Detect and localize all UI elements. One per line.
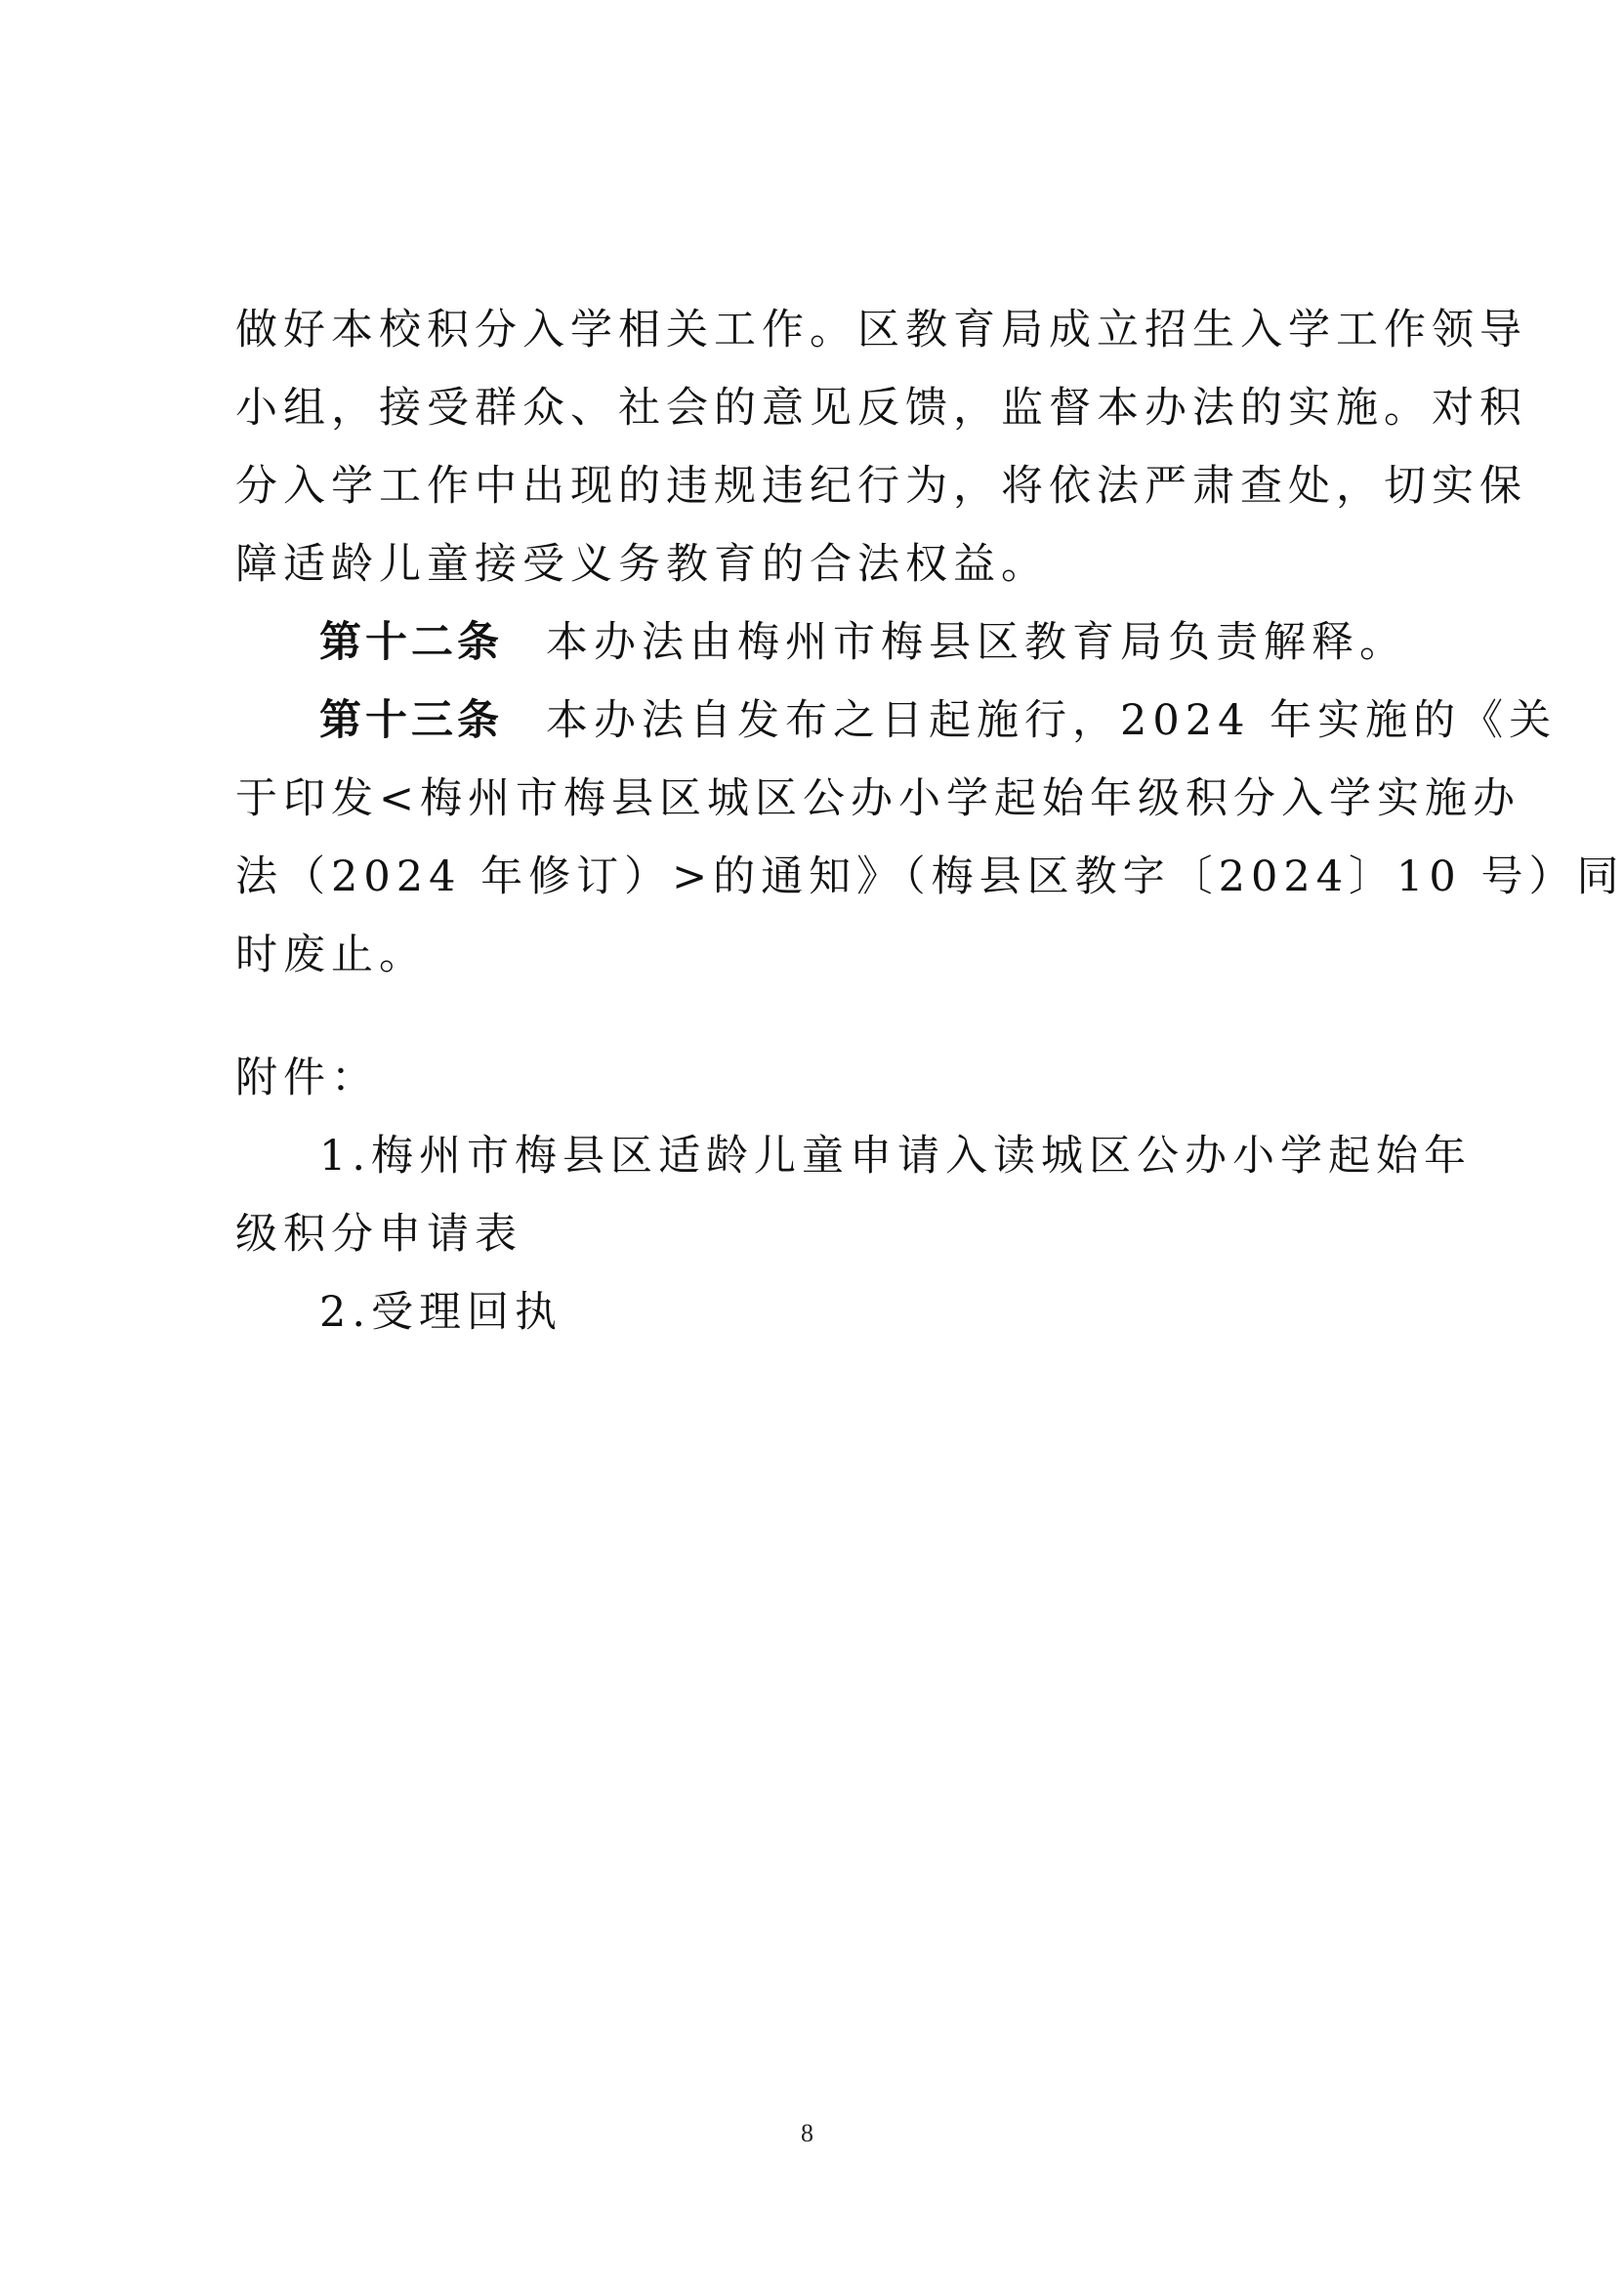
paragraph-continuation: [235, 291, 1527, 603]
attachments-label: 附件：: [235, 1054, 379, 1102]
article-12-heading: 第十二条: [319, 618, 503, 667]
article-13-heading: 第十三条: [319, 696, 503, 745]
text-line: 做好本校积分入学相关工作。区教育局成立招生入学工作领导: [235, 306, 1527, 354]
attachment-item-1: 1.梅州市梅县区适龄儿童申请入读城区公办小学起始年: [319, 1132, 1473, 1181]
text-line: [235, 682, 1558, 760]
text-line: 小组，接受群众、社会的意见反馈，监督本办法的实施。对积: [235, 384, 1527, 433]
attachments-section: [235, 1039, 1473, 1351]
text-line: 分入学工作中出现的违规违纪行为，将依法严肃查处，切实保: [235, 462, 1527, 511]
text-line: 时废止。: [235, 931, 427, 979]
page-number: 8: [801, 2119, 813, 2147]
attachment-item-2: 2.受理回执: [319, 1288, 563, 1337]
article-13: [235, 682, 1624, 994]
text-line: 法（2024 年修订）>的通知》（梅县区教字〔2024〕10 号）同: [235, 852, 1624, 901]
text-line: 障适龄儿童接受义务教育的合法权益。: [235, 540, 1049, 589]
article-13-text: 本办法自发布之日起施行，2024 年实施的《关: [546, 696, 1558, 745]
document-body: [235, 291, 1624, 1351]
spacer: [235, 994, 1409, 1039]
article-12-text: 本办法由梅州市梅县区教育局负责解释。: [546, 618, 1407, 667]
article-12: [235, 603, 1409, 682]
attachment-item-1-continued: 级积分申请表: [235, 1210, 522, 1259]
text-line: 于印发<梅州市梅县区城区公办小学起始年级积分入学实施办: [235, 774, 1521, 823]
